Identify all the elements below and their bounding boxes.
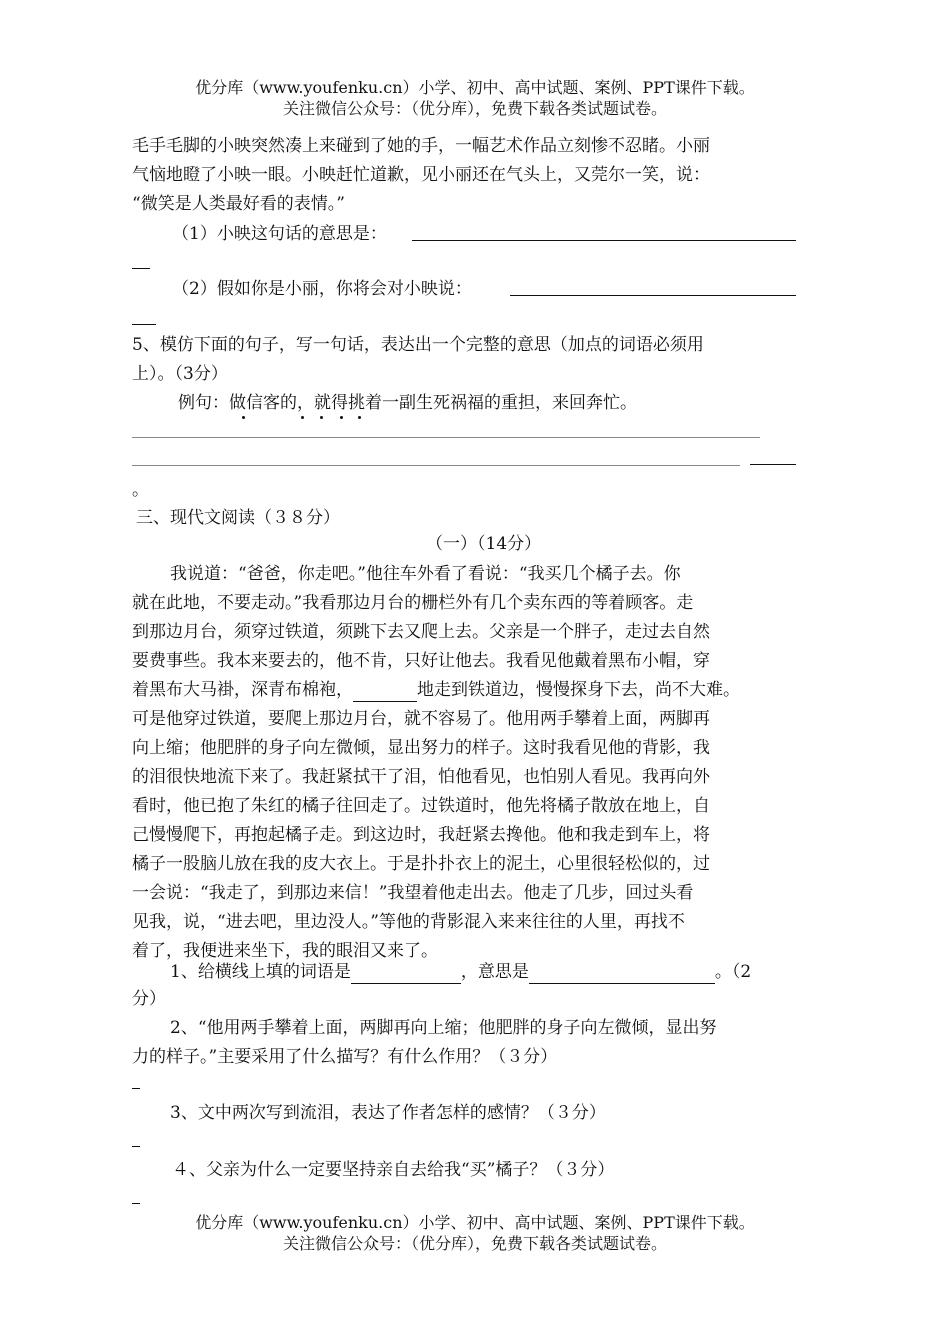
reading-line-4: 要费事些。我本来要去的，他不肯，只好让他去。我看见他戴着黑布小帽，穿	[132, 651, 710, 671]
reading-line-3: 到那边月台，须穿过铁道，须跳下去又爬上去。父亲是一个胖子，走过去自然	[132, 622, 710, 642]
q5-line-2: 上）。（3分）	[132, 364, 228, 384]
q3-answer-line[interactable]	[132, 1146, 140, 1147]
q1-answer-meaning[interactable]	[529, 965, 715, 984]
footer-line-2: 关注微信公众号：（优分库），免费下载各类试题试卷。	[282, 1234, 667, 1253]
emphasis-dot	[340, 416, 343, 419]
reading-line-12: 一会说：“我走了，到那边来信！”我望着他走出去。他走了几步，回过头看	[132, 883, 694, 903]
q5-answer-line-2[interactable]	[132, 465, 740, 466]
question-1-part-a: 1、给横线上填的词语是	[170, 962, 351, 982]
passage-line-3: “微笑是人类最好看的表情。”	[132, 194, 345, 214]
reading-line-2: 就在此地，不要走动。”我看那边月台的栅栏外有几个卖东西的等着顾客。走	[132, 593, 694, 613]
reading-line-5	[132, 678, 740, 702]
question-2-line-1: 2、“他用两手攀着上面，两脚再向上缩；他肥胖的身子向左微倾，显出努	[170, 1018, 717, 1038]
q4-sub2-answer-line[interactable]	[510, 295, 796, 296]
q4-sub1-answer-line-end	[132, 268, 150, 269]
reading-line-5-part-b: 地走到铁道边，慢慢探身下去，尚不大难。	[417, 680, 740, 700]
question-1-end: 分）	[132, 989, 166, 1009]
question-1-part-b: ，意思是	[460, 962, 529, 982]
passage-line-1: 毛手毛脚的小映突然凑上来碰到了她的手，一幅艺术作品立刻惨不忍睹。小丽	[132, 136, 710, 156]
reading-line-14: 着了，我便进来坐下，我的眼泪又来了。	[132, 941, 438, 961]
passage-line-2: 气恼地瞪了小映一眼。小映赶忙道歉，见小丽还在气头上，又莞尔一笑，说：	[132, 165, 710, 185]
q4-answer-line[interactable]	[132, 1203, 140, 1204]
question-4: ４、父亲为什么一定要坚持亲自去给我“买”橘子？（３分）	[172, 1160, 615, 1180]
emphasis-dot	[358, 416, 361, 419]
fill-blank[interactable]	[353, 683, 417, 702]
reading-line-7: 向上缩；他肥胖的身子向左微倾，显出努力的样子。这时我看见他的背影，我	[132, 738, 710, 758]
part-title: （一）（14分）	[426, 534, 542, 554]
reading-line-10: 己慢慢爬下，再抱起橘子走。到这边时，我赶紧去搀他。他和我走到车上，将	[132, 825, 710, 845]
q4-sub2-answer-line-end	[132, 324, 156, 325]
reading-line-11: 橘子一股脑儿放在我的皮大衣上。于是扑扑衣上的泥土，心里很轻松似的，过	[132, 854, 710, 874]
q2-answer-line[interactable]	[132, 1088, 140, 1089]
question-3: 3、文中两次写到流泪，表达了作者怎样的感情？（３分）	[170, 1103, 606, 1123]
q5-line-1: 5、模仿下面的句子，写一句话，表达出一个完整的意思（加点的词语必须用	[132, 335, 704, 355]
footer-line-1: 优分库（www.youfenku.cn）小学、初中、高中试题、案例、PPT课件下载。	[195, 1213, 755, 1232]
emphasis-dot	[301, 416, 304, 419]
q1-answer-word[interactable]	[351, 965, 461, 984]
q5-end-mark: 。	[132, 480, 149, 500]
q5-answer-line-1[interactable]	[132, 437, 760, 438]
q5-example: 例句：做信客的，就得挑着一副生死祸福的重担，来回奔忙。	[178, 393, 637, 413]
q4-sub1-prompt: （1）小映这句话的意思是：	[172, 224, 387, 244]
question-1	[170, 960, 751, 984]
reading-line-8: 的泪很快地流下来了。我赶紧拭干了泪，怕他看见，也怕别人看见。我再向外	[132, 767, 710, 787]
reading-line-5-part-a: 着黑布大马褂，深青布棉袍，	[132, 680, 353, 700]
emphasis-dot	[320, 416, 323, 419]
reading-line-13: 见我，说，“进去吧，里边没人。”等他的背影混入来来往往的人里，再找不	[132, 912, 685, 932]
header-line-1: 优分库（www.youfenku.cn）小学、初中、高中试题、案例、PPT课件下载。	[195, 78, 755, 97]
q5-answer-line-2-end	[750, 464, 796, 465]
reading-line-9: 看时，他已抱了朱红的橘子往回走了。过铁道时，他先将橘子散放在地上，自	[132, 796, 710, 816]
reading-line-1: 我说道：“爸爸，你走吧。”他往车外看了看说：“我买几个橘子去。你	[170, 564, 681, 584]
question-2-line-2: 力的样子。”主要采用了什么描写？有什么作用？（３分）	[132, 1047, 558, 1067]
q4-sub2-prompt: （2）假如你是小丽，你将会对小映说：	[172, 279, 472, 299]
section-title: 三、现代文阅读（３８分）	[136, 508, 340, 528]
emphasis-dot	[242, 416, 245, 419]
q4-sub1-answer-line[interactable]	[412, 240, 796, 241]
header-line-2: 关注微信公众号：（优分库），免费下载各类试题试卷。	[282, 99, 667, 118]
question-1-part-c: 。（2	[714, 962, 752, 982]
reading-line-6: 可是他穿过铁道，要爬上那边月台，就不容易了。他用两手攀着上面，两脚再	[132, 709, 710, 729]
